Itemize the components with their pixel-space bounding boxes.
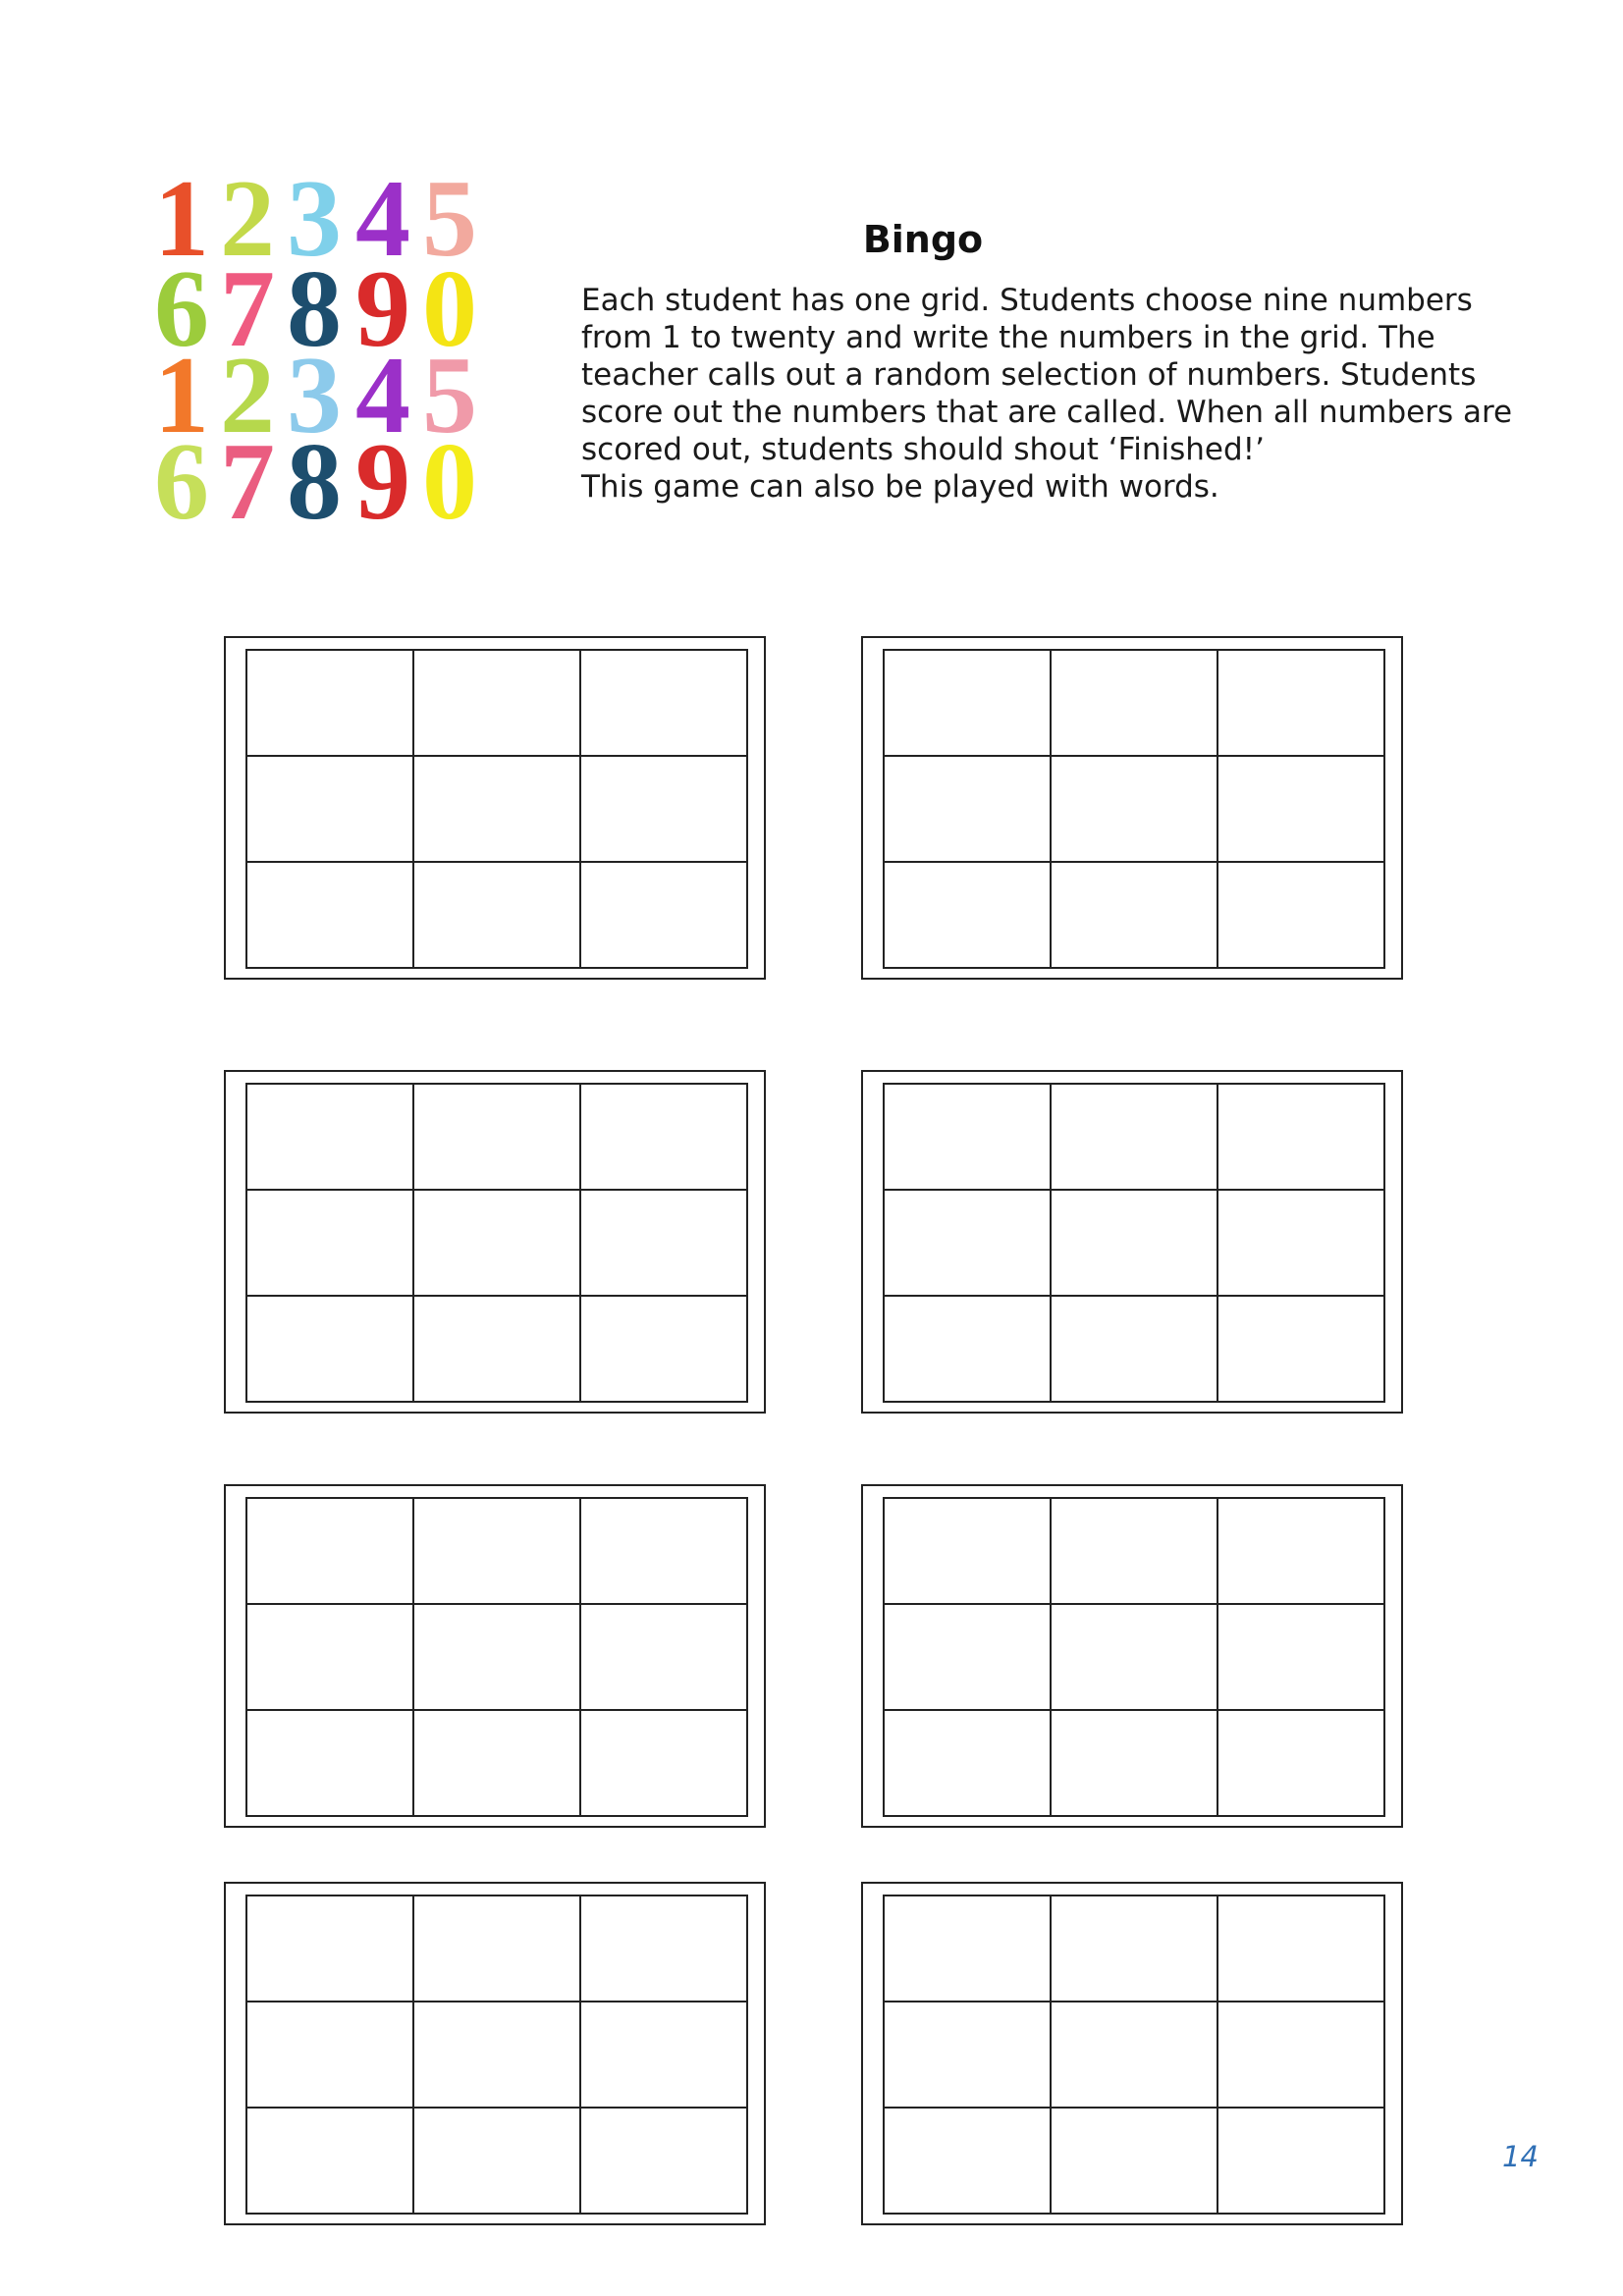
illustration-digit: 4 (355, 167, 410, 280)
illustration-digit: 6 (154, 248, 209, 370)
bingo-grid-row (246, 1296, 747, 1402)
bingo-grid-table (883, 1895, 1385, 2215)
bingo-grid-row (246, 1190, 747, 1296)
bingo-grid-cell (413, 1710, 580, 1816)
bingo-grid-row (246, 1604, 747, 1710)
bingo-grid (224, 1882, 766, 2225)
bingo-grid-cell (884, 2002, 1051, 2108)
bingo-grid-cell (1051, 862, 1217, 968)
bingo-grid-row (884, 1498, 1384, 1604)
bingo-grid-cell (246, 1296, 413, 1402)
bingo-grid-cell (884, 756, 1051, 862)
illustration-digit: 6 (154, 421, 209, 530)
bingo-grid-cell (580, 1084, 747, 1190)
bingo-grid-cell (413, 862, 580, 968)
bingo-grid-row (246, 1710, 747, 1816)
illustration-digit: 7 (220, 248, 275, 370)
bingo-grid-cell (1051, 1498, 1217, 1604)
bingo-grid-cell (580, 650, 747, 756)
bingo-grid-cell (1217, 1498, 1384, 1604)
bingo-grid-cell (1051, 756, 1217, 862)
bingo-grid-row (884, 2108, 1384, 2214)
bingo-grid-cell (1051, 1896, 1217, 2002)
bingo-grid-table (245, 1895, 748, 2215)
instructions-note: This game can also be played with words. (581, 469, 1219, 505)
bingo-grid-cell (413, 650, 580, 756)
bingo-grid-row (246, 862, 747, 968)
bingo-grid-cell (413, 756, 580, 862)
page-title: Bingo (862, 218, 984, 261)
bingo-grid-cell (1217, 1084, 1384, 1190)
bingo-grid-cell (1051, 1084, 1217, 1190)
bingo-grid-cell (246, 862, 413, 968)
bingo-grid-cell (884, 1190, 1051, 1296)
bingo-grid-cell (884, 1896, 1051, 2002)
bingo-grid (224, 636, 766, 980)
bingo-grid-cell (884, 862, 1051, 968)
bingo-grid-cell (1217, 650, 1384, 756)
illustration-digit: 0 (422, 248, 477, 370)
bingo-grid-table (883, 1083, 1385, 1403)
bingo-grid (861, 1484, 1403, 1828)
bingo-grid-cell (413, 1190, 580, 1296)
game-instructions (581, 282, 1524, 506)
bingo-grid-cell (580, 2002, 747, 2108)
bingo-grid-row (246, 1084, 747, 1190)
bingo-grid-cell (580, 1710, 747, 1816)
bingo-grid-row (246, 2002, 747, 2108)
bingo-grid-table (245, 1497, 748, 1817)
bingo-grid-row (884, 1084, 1384, 1190)
bingo-grid-table (883, 649, 1385, 969)
bingo-grid-cell (1217, 1896, 1384, 2002)
bingo-grid-cell (884, 1296, 1051, 1402)
bingo-grid-cell (884, 1604, 1051, 1710)
bingo-grid-cell (1051, 650, 1217, 756)
bingo-grid-cell (884, 1084, 1051, 1190)
bingo-grid-cell (1051, 1710, 1217, 1816)
bingo-grid-cell (246, 2002, 413, 2108)
bingo-grid-row (884, 650, 1384, 756)
illustration-digit: 0 (422, 421, 477, 530)
bingo-grid-row (884, 1296, 1384, 1402)
bingo-grid-cell (413, 2002, 580, 2108)
bingo-grid-table (245, 1083, 748, 1403)
illustration-digit: 9 (355, 421, 410, 530)
bingo-grid-row (884, 1896, 1384, 2002)
bingo-grid-cell (413, 1498, 580, 1604)
bingo-grid-cell (1217, 1296, 1384, 1402)
bingo-grid (861, 1882, 1403, 2225)
instructions-paragraph: Each student has one grid. Students choose nine numbers from 1 to twenty and write the numbers in the grid. The teacher calls out a random selection of numbers. Students score out the numbers that are called. When all numbers are scored out, students should shout ‘Finished!’ (581, 283, 1513, 467)
bingo-grid-cell (884, 2108, 1051, 2214)
bingo-grid-cell (1051, 1296, 1217, 1402)
page-number: 14 (1502, 2140, 1539, 2173)
bingo-grid-cell (1217, 756, 1384, 862)
bingo-grid-cell (246, 650, 413, 756)
bingo-grid-cell (580, 1498, 747, 1604)
bingo-grid-cell (580, 862, 747, 968)
bingo-grid-cell (580, 1190, 747, 1296)
bingo-grid-cell (246, 1710, 413, 1816)
bingo-grid-cell (580, 1604, 747, 1710)
bingo-grid-row (884, 1710, 1384, 1816)
bingo-grid-row (884, 2002, 1384, 2108)
bingo-grid-cell (413, 1896, 580, 2002)
bingo-grid-cell (246, 756, 413, 862)
bingo-grid-row (884, 862, 1384, 968)
illustration-digit: 1 (154, 335, 209, 456)
bingo-grid-cell (413, 2108, 580, 2214)
bingo-grid-cell (884, 1710, 1051, 1816)
bingo-grid-cell (884, 650, 1051, 756)
bingo-grid-cell (1217, 2108, 1384, 2214)
illustration-digit: 3 (287, 167, 342, 280)
bingo-grid (224, 1484, 766, 1828)
bingo-grid-row (884, 1190, 1384, 1296)
illustration-digit: 3 (287, 335, 342, 456)
bingo-grid-cell (413, 1296, 580, 1402)
illustration-digit: 1 (154, 167, 209, 280)
bingo-grid-row (246, 650, 747, 756)
bingo-grid-cell (580, 756, 747, 862)
bingo-grid (861, 636, 1403, 980)
bingo-grid-table (245, 649, 748, 969)
bingo-grid-cell (413, 1604, 580, 1710)
illustration-digit: 7 (220, 421, 275, 530)
illustration-digit: 4 (355, 335, 410, 456)
bingo-grid (224, 1070, 766, 1414)
bingo-grid-row (884, 756, 1384, 862)
illustration-digit: 2 (220, 167, 275, 280)
illustration-digit: 5 (422, 335, 477, 456)
bingo-grid-row (246, 1498, 747, 1604)
bingo-grid-cell (1217, 862, 1384, 968)
bingo-grid-cell (1217, 1710, 1384, 1816)
bingo-grid-cell (246, 1084, 413, 1190)
bingo-grid-cell (246, 1498, 413, 1604)
bingo-grid-cell (884, 1498, 1051, 1604)
numbers-illustration (137, 167, 520, 530)
bingo-grid-cell (1217, 1190, 1384, 1296)
bingo-grid-cell (1051, 1604, 1217, 1710)
illustration-digit: 2 (220, 335, 275, 456)
bingo-grid-row (246, 2108, 747, 2214)
bingo-grid-cell (246, 2108, 413, 2214)
bingo-grid-row (246, 1896, 747, 2002)
bingo-grid-table (883, 1497, 1385, 1817)
bingo-grid-cell (246, 1896, 413, 2002)
bingo-grid-cell (1217, 2002, 1384, 2108)
bingo-grid-cell (1051, 1190, 1217, 1296)
bingo-grid-cell (580, 1296, 747, 1402)
illustration-digit: 5 (422, 167, 477, 280)
bingo-grid-row (246, 756, 747, 862)
illustration-digit: 8 (287, 421, 342, 530)
bingo-grid-cell (1051, 2108, 1217, 2214)
bingo-grid-row (884, 1604, 1384, 1710)
bingo-grid-cell (246, 1190, 413, 1296)
illustration-digit: 8 (287, 248, 342, 370)
illustration-digit: 9 (355, 248, 410, 370)
bingo-grid-cell (1051, 2002, 1217, 2108)
bingo-grid-cell (1217, 1604, 1384, 1710)
bingo-grid-cell (580, 1896, 747, 2002)
bingo-grid-cell (413, 1084, 580, 1190)
bingo-grid-cell (580, 2108, 747, 2214)
bingo-grid-cell (246, 1604, 413, 1710)
bingo-grid (861, 1070, 1403, 1414)
